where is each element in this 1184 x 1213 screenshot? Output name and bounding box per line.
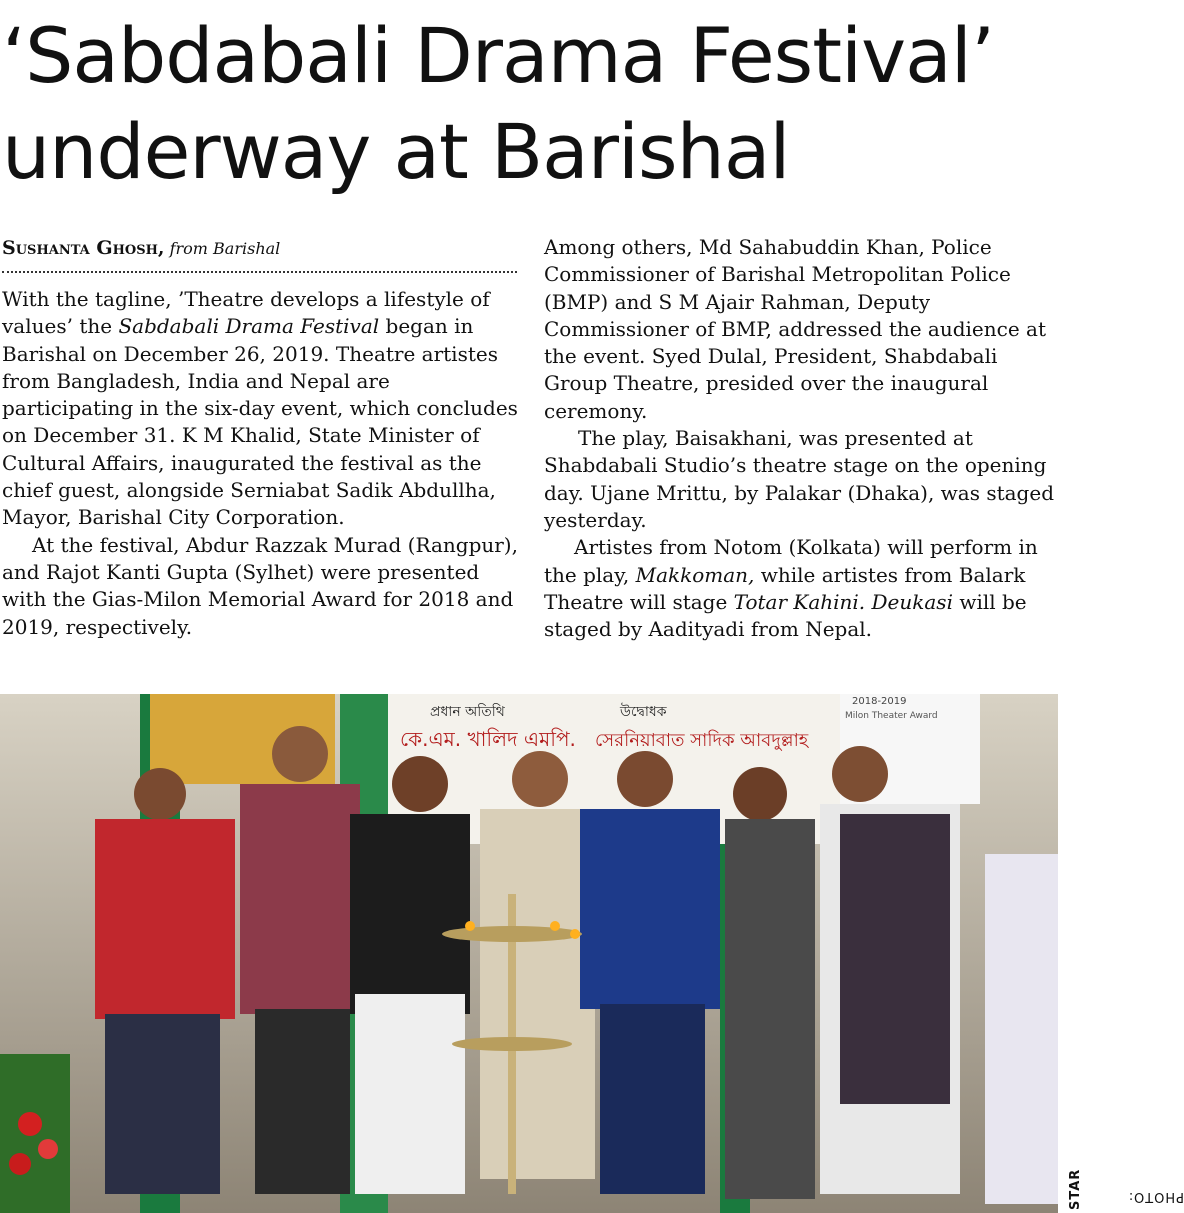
article-column-1 (2, 286, 527, 641)
photo-illustration (0, 694, 1058, 1213)
person (580, 751, 720, 1194)
person (350, 756, 470, 1194)
paragraph: Among others, Md Sahabuddin Khan, Police Commissioner of Barishal Metropolitan Police (BMP) and S M Ajair Rahman, Deputy Commissioner of BMP, addressed the audience at the event. Syed Dulal, President, Shabdabali Group Theatre, presided over the inaugural ceremony. (544, 235, 1047, 423)
paragraph (2, 286, 527, 532)
byline-author: Sushanta Ghosh, (2, 237, 165, 259)
headline-line-2: underway at Barishal (2, 107, 790, 196)
banner-text: কে.এম. খালিদ এমপি. (400, 727, 576, 751)
person (820, 746, 960, 1194)
festival-name: Sabdabali Drama Festival (118, 314, 380, 339)
paragraph-text: will be staged by Aadityadi from Nepal. (544, 589, 1027, 642)
headline (2, 8, 1086, 200)
award-banner-text: 2018-2019 (852, 696, 907, 707)
credit-source: STAR (1068, 1168, 1083, 1210)
award-banner-text: Milon Theater Award (845, 711, 938, 721)
byline-divider (2, 271, 517, 273)
paragraph-text: while artistes from Balark Theatre will stage (544, 562, 1026, 614)
person (725, 767, 815, 1199)
banner-text: উদ্বোধক (620, 704, 667, 720)
event-photo (0, 694, 1058, 1213)
play-title: Totar Kahini. Deukasi (733, 589, 953, 614)
credit-label: PHOTO: (1127, 1189, 1184, 1204)
byline (2, 237, 517, 260)
paragraph (544, 534, 1064, 643)
play-title: Makkoman, (635, 562, 755, 587)
paragraph-text: Artistes from Notom (Kolkata) will perform in the play, (544, 535, 1038, 587)
paragraph: The play, Baisakhani, was presented at Shabdabali Studio’s theatre stage on the opening day. Ujane Mrittu, by Palakar (Dhaka), was staged yesterday. (544, 426, 1054, 532)
byline-location: from Barishal (169, 239, 281, 258)
photo-credit (1062, 1090, 1184, 1210)
article-column-2 (544, 234, 1064, 643)
paragraph: At the festival, Abdur Razzak Murad (Rangpur), and Rajot Kanti Gupta (Sylhet) were presented with the Gias-Milon Memorial Award for 2018 and 2019, respectively. (2, 532, 518, 639)
paragraph-text: With the tagline, ’Theatre develops a lifestyle of values’ the (2, 287, 490, 339)
person (95, 768, 235, 1194)
paragraph-text: began in Barishal on December 26, 2019. Theatre artistes from Bangladesh, India and Nepal are participating in the six-day event, which concludes on December 31. K M Khalid, State Minister of Cultural Affairs, inaugurated the festival as the chief guest, alongside Serniabat Sadik Abdullha, Mayor, Barishal City Corporation. (2, 314, 518, 530)
person (240, 726, 360, 1194)
banner-text: প্রধান অতিথি (430, 704, 505, 720)
headline-line-1: ‘Sabdabali Drama Festival’ (2, 11, 994, 100)
banner-text: সেরনিয়াবাত সাদিক আবদুল্লাহ (595, 730, 809, 751)
person (480, 751, 595, 1179)
